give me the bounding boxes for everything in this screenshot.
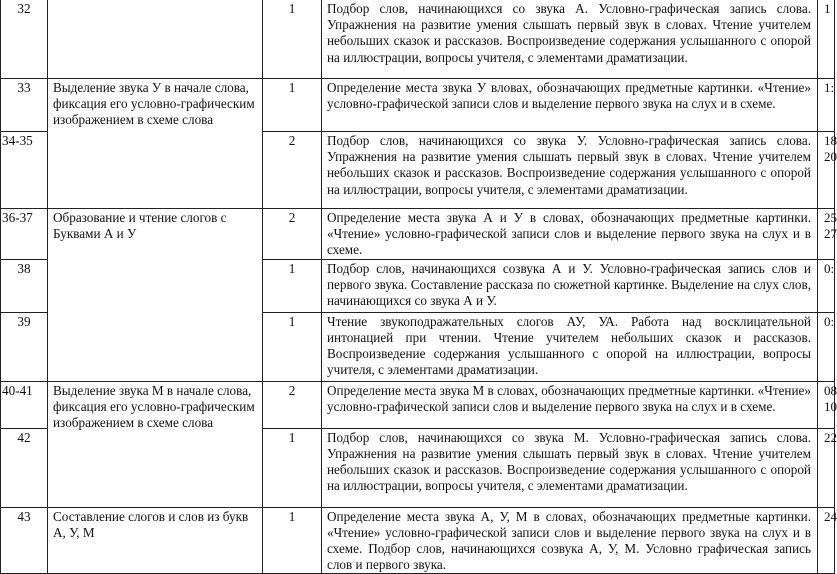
lesson-number: 32 bbox=[1, 0, 48, 79]
lesson-hours: 2 bbox=[263, 209, 322, 260]
lesson-date: 1: bbox=[818, 79, 835, 132]
lesson-date: 1 bbox=[818, 0, 835, 79]
lesson-content: Подбор слов, начинающихся со звука У. Условно-графическая запись слова. Упражнения на развитие умения слышать первый звук в словах. Чтение учителем небольших сказок и рассказов. Воспроизведение содержания услышанного с опорой на иллюстрации, вопросы учителя, с элементами драматизации. bbox=[322, 132, 818, 209]
lesson-topic: Образование и чтение слогов с Буквами А и У bbox=[48, 209, 263, 382]
lesson-date: 0: bbox=[818, 312, 835, 381]
lesson-number: 42 bbox=[1, 428, 48, 507]
lesson-content: Определение места звука У вловах, обозначающих предметные картинки. «Чтение» условно-графической записи слов и выделение первого звука на слух и в схеме. bbox=[322, 79, 818, 132]
table-row bbox=[1, 209, 835, 260]
lesson-number: 34-35 bbox=[1, 132, 48, 209]
table-row bbox=[1, 507, 835, 574]
lesson-topic: Составление слогов и слов из букв А, У, М bbox=[48, 507, 263, 574]
lesson-topic bbox=[48, 0, 263, 79]
lesson-topic: Выделение звука У в начале слова, фиксация его условно-графическим изображением в схеме слова bbox=[48, 79, 263, 209]
lesson-hours: 2 bbox=[263, 381, 322, 428]
lesson-date: 08 10 bbox=[818, 381, 835, 428]
table-row bbox=[1, 79, 835, 132]
lesson-content: Подбор слов, начинающихся со звука А. Условно-графическая запись слова. Упражнения на развитие умения слышать первый звук в словах. Чтение учителем небольших сказок и рассказов. Воспроизведение содержания услышанного с опорой на иллюстрации, вопросы учителя, с элементами драматизации. bbox=[322, 0, 818, 79]
lesson-content: Подбор слов, начинающихся со звука М. Условно-графическая запись слова. Упражнения на развитие умения слышать первый звук в словах. Чтение учителем небольших сказок и рассказов. Воспроизведение содержания услышанного с опорой на иллюстрации, вопросы учителя, с элементами драматизации. bbox=[322, 428, 818, 507]
lesson-hours: 1 bbox=[263, 0, 322, 79]
lesson-number: 43 bbox=[1, 507, 48, 574]
table-row bbox=[1, 0, 835, 79]
lesson-date: 0: bbox=[818, 259, 835, 312]
lesson-number: 33 bbox=[1, 79, 48, 132]
lesson-content: Определение места звука А, У, М в словах, обозначающих предметные картинки. «Чтение» условно-графической записи слов и выделение первого звука на слух и в схеме. Подбор слов, начинающихся созвука А, У, М. Условно графическая запись слов и первого звука. bbox=[322, 507, 818, 574]
table-row bbox=[1, 381, 835, 428]
lesson-date: 25 27 bbox=[818, 209, 835, 260]
lesson-content: Чтение звукоподражательных слогов АУ, УА. Работа над восклицательной интонацией при чтении. Чтение учителем небольших сказок и рассказов. Воспроизведение содержания услышанного с опорой на иллюстрации, вопросы учителя, с элементами драматизации. bbox=[322, 312, 818, 381]
lesson-topic: Выделение звука М в начале слова, фиксация его условно-графическим изображением в схеме слова bbox=[48, 381, 263, 507]
lesson-content: Определение места звука А и У в словах, обозначающих предметные картинки. «Чтение» условно-графической записи слов и выделение первого звука на слух и в схеме. bbox=[322, 209, 818, 260]
lesson-date: 18 20 bbox=[818, 132, 835, 209]
lesson-hours: 2 bbox=[263, 132, 322, 209]
lesson-date: 24 bbox=[818, 507, 835, 574]
lesson-hours: 1 bbox=[263, 79, 322, 132]
lesson-number: 40-41 bbox=[1, 381, 48, 428]
lesson-content: Определение места звука М в словах, обозначающих предметные картинки. «Чтение» условно-графической записи слов и выделение первого звука на слух и в схеме. bbox=[322, 381, 818, 428]
lesson-number: 39 bbox=[1, 312, 48, 381]
lesson-content: Подбор слов, начинающихся созвука А и У. Условно-графическая запись слов и первого звука. Составление рассказа по сюжетной картинке. Выделение на слух слов, начинающихся со звука А и У. bbox=[322, 259, 818, 312]
lesson-hours: 1 bbox=[263, 428, 322, 507]
lesson-number: 36-37 bbox=[1, 209, 48, 260]
lesson-hours: 1 bbox=[263, 312, 322, 381]
lesson-hours: 1 bbox=[263, 507, 322, 574]
lesson-date: 22 bbox=[818, 428, 835, 507]
lesson-hours: 1 bbox=[263, 259, 322, 312]
lesson-number: 38 bbox=[1, 259, 48, 312]
